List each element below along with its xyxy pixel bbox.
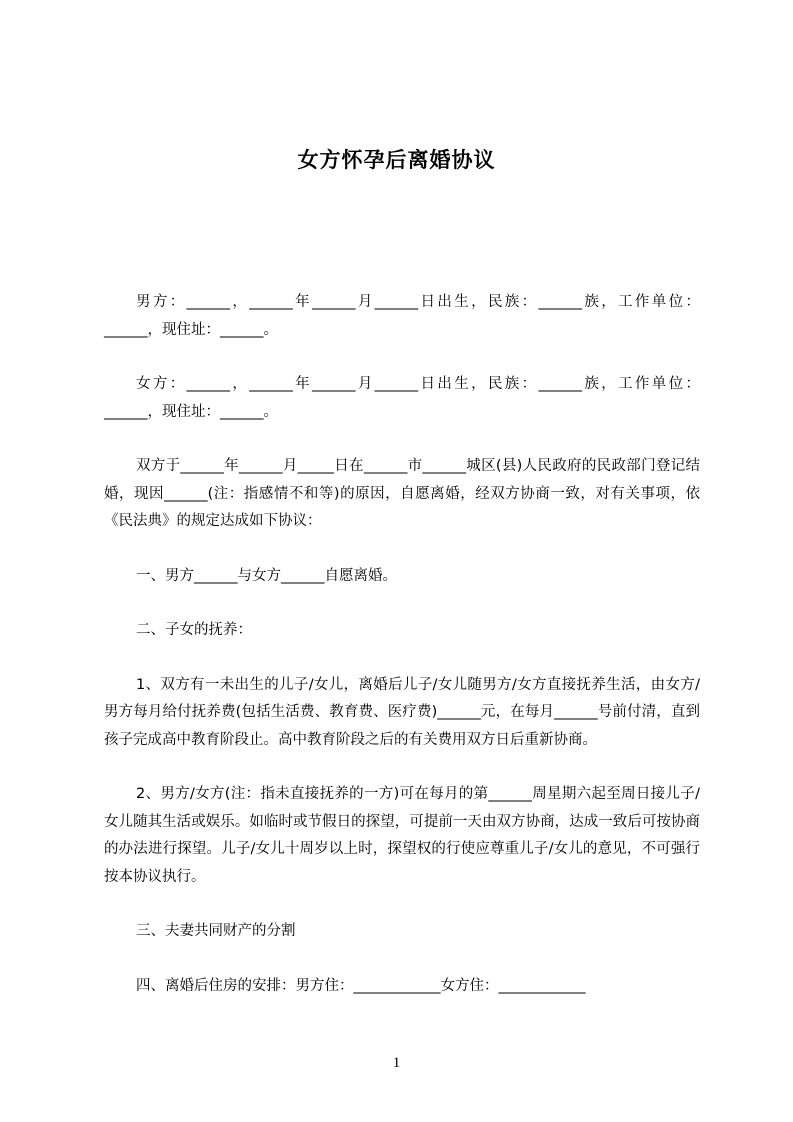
paragraph-wife-info: 女方：______，______年______月______日出生，民族：______族，工作单位：______，现住址：______。 bbox=[104, 376, 700, 420]
clause-2-1-child-support: 1、双方有一未出生的儿子/女儿，离婚后儿子/女儿随男方/女方直接抚养生活，由女方/男方每月给付抚养费(包括生活费、教育费、医疗费)______元，在每月______号前付清，直到孩子完成高中教育阶段止。高中教育阶段之后的有关费用双方日后重新协商。 bbox=[104, 676, 700, 748]
document-body bbox=[104, 289, 700, 1027]
paragraph-husband-info: 男方：______，______年______月______日出生，民族：______族，工作单位：______，现住址：______。 bbox=[104, 294, 700, 338]
paragraph-marriage-registration: 双方于______年______月_____日在______市______城区(县)人民政府的民政部门登记结婚，现因______(注：指感情不和等)的原因，自愿离婚，经双方协商一致，对有关事项，依《民法典》的规定达成如下协议： bbox=[104, 458, 700, 529]
clause-4-housing: 四、离婚后住房的安排：男方住：____________女方住：____________ bbox=[136, 977, 586, 994]
clause-3-property-division: 三、夫妻共同财产的分割 bbox=[136, 923, 296, 939]
clause-1-divorce: 一、男方______与女方______自愿离婚。 bbox=[136, 567, 397, 584]
clause-2-2-visitation: 2、男方/女方(注：指未直接抚养的一方)可在每月的第______周星期六起至周日接儿子/女儿随其生活或娱乐。如临时或节假日的探望，可提前一天由双方协商，达成一致后可按协商的办法进行探望。儿子/女儿十周岁以上时，探望权的行使应尊重儿子/女儿的意见，不可强行按本协议执行。 bbox=[104, 786, 700, 885]
clause-2-child-custody-heading: 二、子女的抚养： bbox=[136, 622, 252, 638]
page-number: 1 bbox=[392, 1055, 401, 1071]
document-title: 女方怀孕后离婚协议 bbox=[297, 148, 496, 172]
